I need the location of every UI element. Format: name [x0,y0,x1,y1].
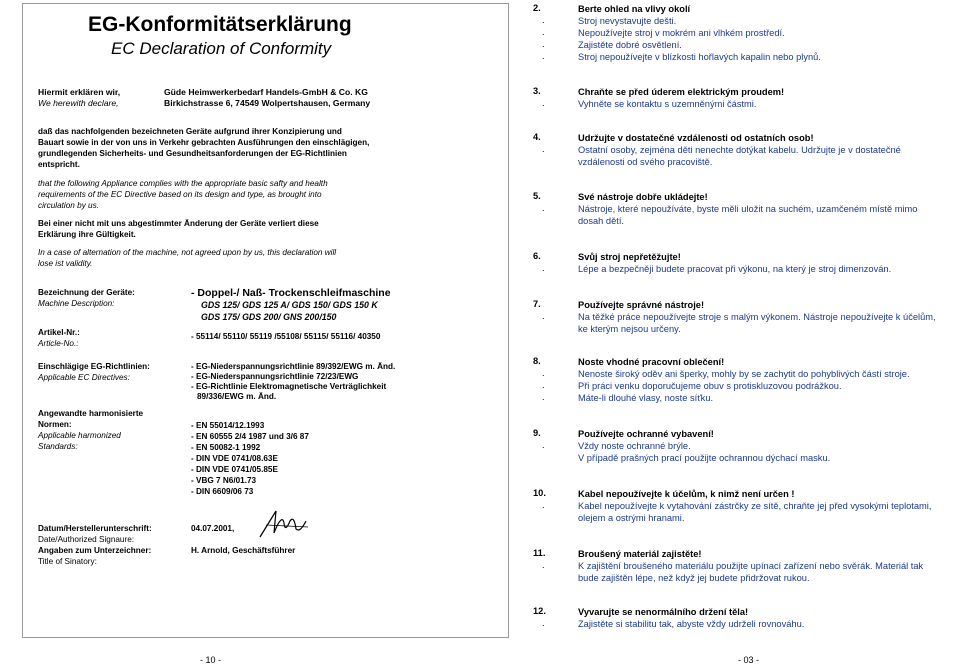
para2-line: that the following Appliance complies with the appropriate basic safty and health [38,179,328,188]
bullet-dot: . [542,51,545,61]
bullet-dot: . [542,500,545,510]
item-title: Udržujte v dostatečné vzdálenosti od ostatních osob! [578,133,814,143]
declaration-title-en: EC Declaration of Conformity [111,39,332,58]
directive-label-en: Applicable EC Directives: [38,373,130,382]
standard-value: - EN 60555 2/4 1987 und 3/6 87 [191,432,309,441]
para4-line: lose ist validity. [38,259,93,268]
bullet-dot: . [542,15,545,25]
bullet-dot: . [542,560,545,570]
machine-value: - Doppel-/ Naß- Trockenschleifmaschine [191,287,391,299]
directive-label-de: Einschlägige EG-Richtlinien: [38,362,150,371]
item-number: 5. [533,191,541,201]
date-value: 04.07.2001, [191,524,235,533]
signer-value: H. Arnold, Geschäftsführer [191,546,296,555]
bullet-dot: . [542,27,545,37]
bullet-dot: . [542,144,545,154]
standard-value: - DIN VDE 0741/08.63E [191,454,278,463]
item-number: 2. [533,3,541,13]
signer-label-de: Angaben zum Unterzeichner: [38,546,152,555]
bullet-dot: . [542,263,545,273]
para3-line: Bei einer nicht mit uns abgestimmter Änderung der Geräte verliert diese [38,219,319,228]
standard-value: - DIN VDE 0741/05.85E [191,465,278,474]
para3-line: Erklärung ihre Gültigkeit. [38,230,136,239]
para2-line: circulation by us. [38,201,99,210]
bullet-dot: . [542,368,545,378]
directive-value: - EG-Niederspannungsrichtlinie 72/23/EWG [191,372,359,381]
standards-label-en: Applicable harmonized [38,431,121,440]
item-title: Noste vhodné pracovní oblečení! [578,357,725,367]
item-line: Zajistěte dobré osvětlení. [578,40,682,50]
item-title: Kabel nepoužívejte k účelům, k nimž není určen ! [578,489,795,499]
item-number: 8. [533,356,541,366]
article-value: - 55114/ 55110/ 55119 /55108/ 55115/ 55116/ 40350 [191,332,381,341]
item-line: Kabel nepoužívejte k vytahování zástrčky ze sítě, chraňte jej před vysokými teplotami, [578,501,932,511]
declare-de: Hiermit erklären wir, [38,87,121,97]
directive-value: - EG-Niederspannungsrichtlinie 89/392/EWG m. Änd. [191,362,396,371]
page-number-right: - 03 - [738,655,760,665]
item-line: K zajištění broušeného materiálu použijte upínací zařízení nebo svěrák. Materiál tak [578,561,924,571]
item-number: 7. [533,299,541,309]
machine-label-en: Machine Description: [38,299,115,308]
item-line: Stroj nepoužívejte v blízkosti hořlavých kapalin nebo plynů. [578,52,821,62]
item-line: Nenoste široký oděv ani šperky, mohly by se zachytit do pohyblivých částí stroje. [578,369,910,379]
item-line: Máte-li dlouhé vlasy, noste síťku. [578,393,714,403]
item-line: bude zajištěn lépe, než když jej budete přidržovat rukou. [578,573,810,583]
para1-line: daß das nachfolgenden bezeichneten Geräte aufgrund ihrer Konzipierung und [38,127,342,136]
item-title: Berte ohled na vlivy okolí [578,4,691,14]
item-line: olejem a ostrými hranami. [578,513,685,523]
item-title: Chraňte se před úderem elektrickým proudem! [578,87,785,97]
bullet-dot: . [542,98,545,108]
para1-line: entspricht. [38,160,80,169]
item-line: Ostatní osoby, zejména děti nenechte dotýkat kabelu. Udržujte je v dostatečné [578,145,901,155]
bullet-dot: . [542,440,545,450]
item-line: V případě prašných prací použijte ochrannou dýchací masku. [578,453,831,463]
item-line: Lépe a bezpečněji budete pracovat při výkonu, na který je stroj dimenzován. [578,264,892,274]
item-title: Své nástroje dobře ukládejte! [578,192,708,202]
item-number: 11. [533,548,546,558]
item-title: Svůj stroj nepřetěžujte! [578,252,681,262]
item-line: Při práci venku doporučujeme obuv s protiskluzovou podrážkou. [578,381,842,391]
article-label-en: Article-No.: [38,339,79,348]
signature-image [254,503,314,543]
item-line: Vždy noste ochranné brýle. [578,441,691,451]
item-line: Nástroje, které nepoužíváte, byste měli uložit na suchém, uzamčeném místě mimo [578,204,918,214]
standard-value: - EN 55014/12.1993 [191,421,265,430]
declaration-title-de: EG-Konformitätserklärung [88,13,352,36]
date-label-de: Datum/Herstellerunterschrift: [38,524,152,533]
item-line: Vyhněte se kontaktu s uzemněnými částmi. [578,99,757,109]
bullet-dot: . [542,380,545,390]
para1-line: Bauart sowie in der von uns in Verkehr gebrachten Ausführungen den einschlägigen, [38,138,370,147]
item-number: 6. [533,251,541,261]
bullet-dot: . [542,203,545,213]
item-number: 3. [533,86,541,96]
company-address: Birkichstrasse 6, 74549 Wolpertshausen, Germany [164,98,371,108]
item-line: ke kterým nejsou určeny. [578,324,681,334]
para4-line: In a case of alternation of the machine, not agreed upon by us, this declaration will [38,248,337,257]
page-number-left: - 10 - [200,655,222,665]
article-label-de: Artikel-Nr.: [38,328,80,337]
bullet-dot: . [542,392,545,402]
item-title: Používejte správné nástroje! [578,300,705,310]
machine-label-de: Bezeichnung der Geräte: [38,288,135,297]
para2-line: requirements of the EC Directive based on its design and type, as brought into [38,190,322,199]
item-line: Nepoužívejte stroj v mokrém ani vlhkém prostředí. [578,28,785,38]
standard-value: - EN 50082-1 1992 [191,443,261,452]
item-number: 9. [533,428,541,438]
date-label-en: Date/Authorized Signaure: [38,535,135,544]
item-number: 10. [533,488,546,498]
para1-line: grundlegenden Sicherheits- und Gesundheitsanforderungen der EG-Richtlinien [38,149,347,158]
standard-value: - DIN 6609/06 73 [191,487,254,496]
machine-model: GDS 125/ GDS 125 A/ GDS 150/ GDS 150 K [201,300,378,310]
standard-value: - VBG 7 N6/01.73 [191,476,257,485]
item-line: Na těžké práce nepoužívejte stroje s malým výkonem. Nástroje nepoužívejte k účelům, [578,312,936,322]
declare-en: We herewith declare, [38,98,119,108]
standards-label: Normen: [38,420,72,429]
item-number: 12. [533,606,546,616]
standards-label: Angewandte harmonisierte [38,409,144,418]
item-title: Používejte ochranné vybavení! [578,429,714,439]
item-number: 4. [533,132,541,142]
standards-label-en: Standards: [38,442,78,451]
item-line: vzdálenosti od svého pracoviště. [578,157,713,167]
bullet-dot: . [542,618,545,628]
directive-value: 89/336/EWG m. Änd. [197,392,277,401]
bullet-dot: . [542,39,545,49]
item-title: Broušený materiál zajistěte! [578,549,702,559]
item-line: Zajistěte si stabilitu tak, abyste vždy udrželi rovnováhu. [578,619,805,629]
directive-value: - EG-Richtlinie Elektromagnetische Verträglichkeit [191,382,387,391]
machine-model: GDS 175/ GDS 200/ GNS 200/150 [201,312,337,322]
item-title: Vyvarujte se nenormálního držení těla! [578,607,749,617]
signer-label-en: Title of Sinatory: [38,557,97,566]
item-line: dosah dětí. [578,216,625,226]
company-name: Güde Heimwerkerbedarf Handels-GmbH & Co. KG [164,87,368,97]
item-line: Stroj nevystavujte dešti. [578,16,677,26]
bullet-dot: . [542,311,545,321]
